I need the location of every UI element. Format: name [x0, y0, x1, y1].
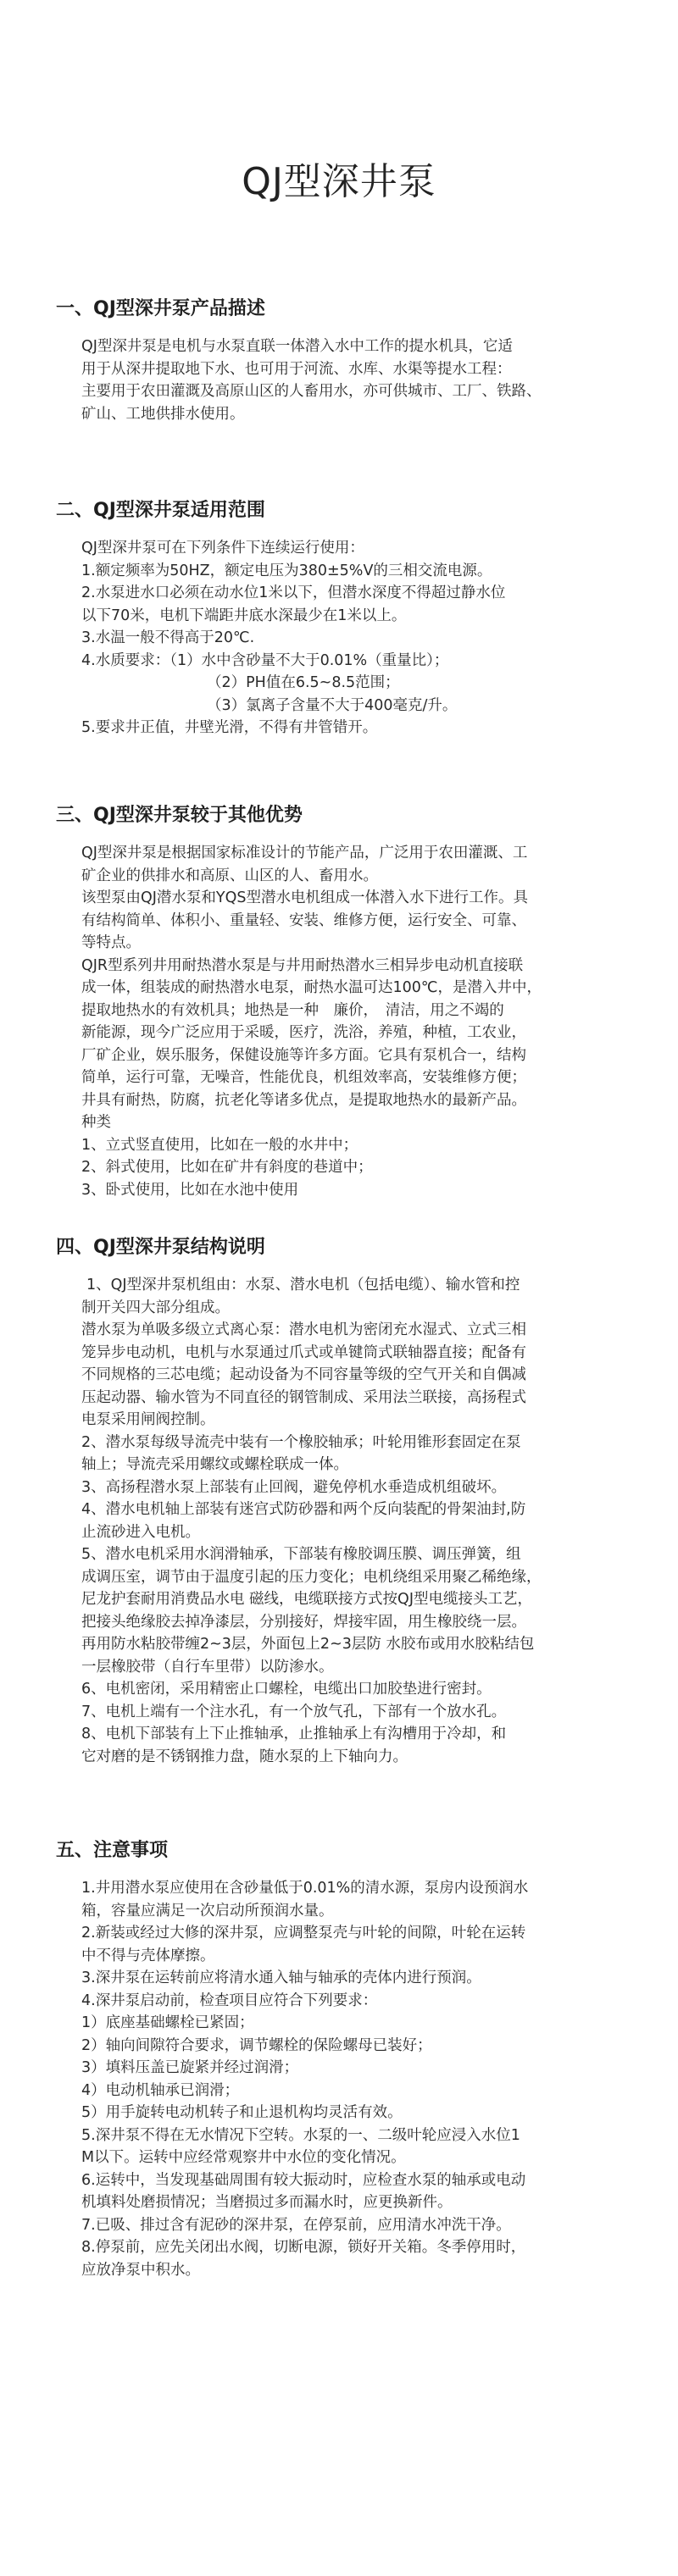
text-line: 轴上；导流壳采用螺纹或螺栓联成一体。 [81, 1456, 348, 1473]
text-line: 3、高扬程潜水泵上部装有止回阀，避免停机水垂造成机组破坏。 [81, 1478, 507, 1496]
text-line: 4）电动机轴承已润滑； [81, 2081, 240, 2099]
text-line: 以下70米，电机下端距井底水深最少在1米以上。 [81, 607, 407, 624]
text-line: 3.深井泵在运转前应将清水通入轴与轴承的壳体内进行预润。 [81, 1969, 481, 1986]
section-heading: 四、QJ型深井泵结构说明 [56, 1237, 265, 1258]
text-line: 矿企业的供排水和高原、山区的人、畜用水。 [81, 867, 378, 884]
text-line: 5.深井泵不得在无水情况下空转。水泵的一、二级叶轮应浸入水位1 [81, 2126, 520, 2144]
text-line: 2.水泵进水口必须在动水位1米以下，但潜水深度不得超过静水位 [81, 584, 506, 601]
text-line: QJ型深井泵是根据国家标准设计的节能产品，广泛用于农田灌溉、工 [81, 845, 528, 861]
text-line: 该型泵由QJ潜水泵和YQS型潜水电机组成一体潜入水下进行工作。具 [81, 889, 529, 906]
text-line: 不同规格的三芯电缆；起动设备为不同容量等级的空气开关和自偶减 [81, 1366, 526, 1383]
text-line: （2）PH值在6.5~8.5范围； [207, 674, 400, 691]
text-line: 应放净泵中积水。 [81, 2261, 200, 2279]
text-line: 用于从深井提取地下水、也可用于河流、水库、水渠等提水工程： [81, 360, 512, 378]
text-line: 3）填料压盖已旋紧并经过润滑； [81, 2059, 299, 2076]
text-line: 厂矿企业，娱乐服务，保健设施等许多方面。它具有泵机合一，结构 [81, 1046, 526, 1064]
text-line: 4.深井泵启动前，检查项目应符合下列要求： [81, 1992, 378, 2009]
text-line: 一层橡胶带（自行车里带）以防渗水。 [81, 1658, 334, 1676]
section-heading: 二、QJ型深井泵适用范围 [56, 500, 265, 521]
text-line: 3、卧式使用，比如在水池中使用 [81, 1181, 299, 1199]
text-line: 主要用于农田灌溉及高原山区的人畜用水，亦可供城市、工厂、铁路、 [81, 383, 542, 400]
section-advantages [0, 803, 678, 1201]
text-line: 成调压室，调节由于温度引起的压力变化；电机绕组采用聚乙稀绝缘， [81, 1568, 542, 1586]
text-line: QJ型深井泵可在下列条件下连续运行使用： [81, 540, 364, 557]
text-line: 制开关四大部分组成。 [81, 1299, 230, 1316]
text-line: 新能源，现今广泛应用于采暖，医疗，洗浴，养殖，种植，工农业， [81, 1024, 526, 1041]
section-product-description [0, 296, 678, 425]
text-line: 5）用手旋转电动机转子和止退机构均灵活有效。 [81, 2104, 403, 2121]
text-line: 1.井用潜水泵应使用在含砂量低于0.01%的清水源，泵房内设预润水 [81, 1880, 529, 1897]
text-line: 电泵采用闸阀控制。 [81, 1411, 215, 1428]
text-line: 有结构简单、体积小、重量轻、安装、维修方便，运行安全、可靠、 [81, 911, 526, 929]
text-line: 矿山、工地供排水使用。 [81, 405, 245, 423]
section-body [81, 1274, 658, 1768]
text-line: 1）底座基础螺栓已紧固； [81, 2014, 254, 2031]
section-body [81, 1877, 658, 2281]
text-line: 提取地热水的有效机具；地热是一种 廉价， 清洁，用之不竭的 [81, 1001, 504, 1019]
text-line: 1.额定频率为50HZ，额定电压为380±5%V的三相交流电源。 [81, 562, 492, 579]
text-line: 3.水温一般不得高于20℃. [81, 629, 255, 646]
text-line: 8.停泵前，应先关闭出水阀，切断电源，锁好开关箱。冬季停用时， [81, 2239, 526, 2256]
text-line: 压起动器、输水管为不同直径的钢管制成、采用法兰联接，高扬程式 [81, 1388, 526, 1406]
section-heading: 一、QJ型深井泵产品描述 [56, 298, 265, 319]
text-line: 止流砂进入电机。 [81, 1523, 200, 1541]
text-line: 把接头绝缘胶去掉净漆层，分别接好，焊接牢固，用生橡胶绕一层。 [81, 1613, 526, 1631]
section-heading: 三、QJ型深井泵较于其他优势 [56, 805, 303, 826]
text-line: 2、斜式使用，比如在矿井有斜度的巷道中； [81, 1159, 373, 1176]
text-line: 7、电机上端有一个注水孔，有一个放气孔，下部有一个放水孔。 [81, 1703, 507, 1720]
section-precautions [0, 1838, 678, 2281]
text-line: 成一体，组装成的耐热潜水电泵，耐热水温可达100℃，是潜入井中， [81, 979, 542, 996]
text-line: 2）轴向间隙符合要求，调节螺栓的保险螺母已装好； [81, 2036, 432, 2054]
text-line: 它对磨的是不锈钢推力盘，随水泵的上下轴向力。 [81, 1748, 408, 1765]
text-line: 6.运转中，当发现基础周围有较大振动时，应检查水泵的轴承或电动 [81, 2171, 526, 2189]
text-line: 尼龙护套耐用消费品水电 磁线，电缆联接方式按QJ型电缆接头工艺， [81, 1591, 532, 1608]
text-line: 4.水质要求：（1）水中含砂量不大于0.01%（重量比）； [81, 651, 449, 669]
text-line: 种类 [81, 1114, 111, 1131]
section-body [81, 842, 658, 1201]
text-line: 潜水泵为单吸多级立式离心泵：潜水电机为密闭充水湿式、立式三相 [81, 1321, 526, 1338]
text-line: 1、QJ型深井泵机组由：水泵、潜水电机（包括电缆）、输水管和控 [86, 1277, 520, 1294]
text-line: 简单，运行可靠，无噪音，性能优良，机组效率高，安装维修方便； [81, 1069, 526, 1086]
text-line: QJR型系列井用耐热潜水泵是与井用耐热潜水三相异步电动机直接联 [81, 956, 524, 974]
text-line: 机填料处磨损情况；当磨损过多而漏水时，应更换新件。 [81, 2194, 453, 2211]
section-heading: 五、注意事项 [56, 1840, 169, 1861]
section-body [81, 335, 658, 425]
text-line: 7.已吸、排过含有泥砂的深井泵，在停泵前，应用清水冲洗干净。 [81, 2216, 511, 2234]
text-line: 等特点。 [81, 934, 141, 951]
text-line: 再用防水粘胶带缠2~3层，外面包上2~3层防 水胶布或用水胶粘结包 [81, 1636, 535, 1653]
text-line: 1、立式竖直使用，比如在一般的水井中； [81, 1136, 358, 1154]
text-line: 箱，容量应满足一次启动所预润水量。 [81, 1902, 334, 1920]
section-application-scope [0, 498, 678, 740]
text-line: （3）氯离子含量不大于400毫克/升。 [207, 696, 458, 714]
text-line: QJ型深井泵是电机与水泵直联一体潜入水中工作的提水机具，它适 [81, 338, 513, 355]
text-line: 2、潜水泵每级导流壳中装有一个橡胶轴承；叶轮用锥形套固定在泵 [81, 1433, 521, 1451]
text-line: 5.要求井正值，井壁光滑，不得有井管错开。 [81, 719, 378, 736]
text-line: 4、潜水电机轴上部装有迷宫式防砂器和两个反向装配的骨架油封,防 [81, 1501, 526, 1518]
text-line: 井具有耐热，防腐，抗老化等诸多优点，是提取地热水的最新产品。 [81, 1091, 526, 1109]
text-line: 8、电机下部装有上下止推轴承，止推轴承上有沟槽用于冷却，和 [81, 1726, 507, 1742]
text-line: 2.新装或经过大修的深井泵，应调整泵壳与叶轮的间隙，叶轮在运转 [81, 1925, 526, 1942]
text-line: 笼异步电动机，电机与水泵通过爪式或单键筒式联轴器直接；配备有 [81, 1343, 526, 1361]
text-line: M以下。运转中应经常观察井中水位的变化情况。 [81, 2149, 406, 2166]
text-line: 中不得与壳体摩擦。 [81, 1947, 215, 1964]
section-structure [0, 1235, 678, 1768]
section-body [81, 537, 658, 740]
text-line: 6、电机密闭，采用精密止口螺栓，电缆出口加胶垫进行密封。 [81, 1681, 492, 1698]
text-line: 5、潜水电机采用水润滑轴承，下部装有橡胶调压膜、调压弹簧，组 [81, 1546, 521, 1563]
page-title: QJ型深井泵 [242, 160, 436, 203]
